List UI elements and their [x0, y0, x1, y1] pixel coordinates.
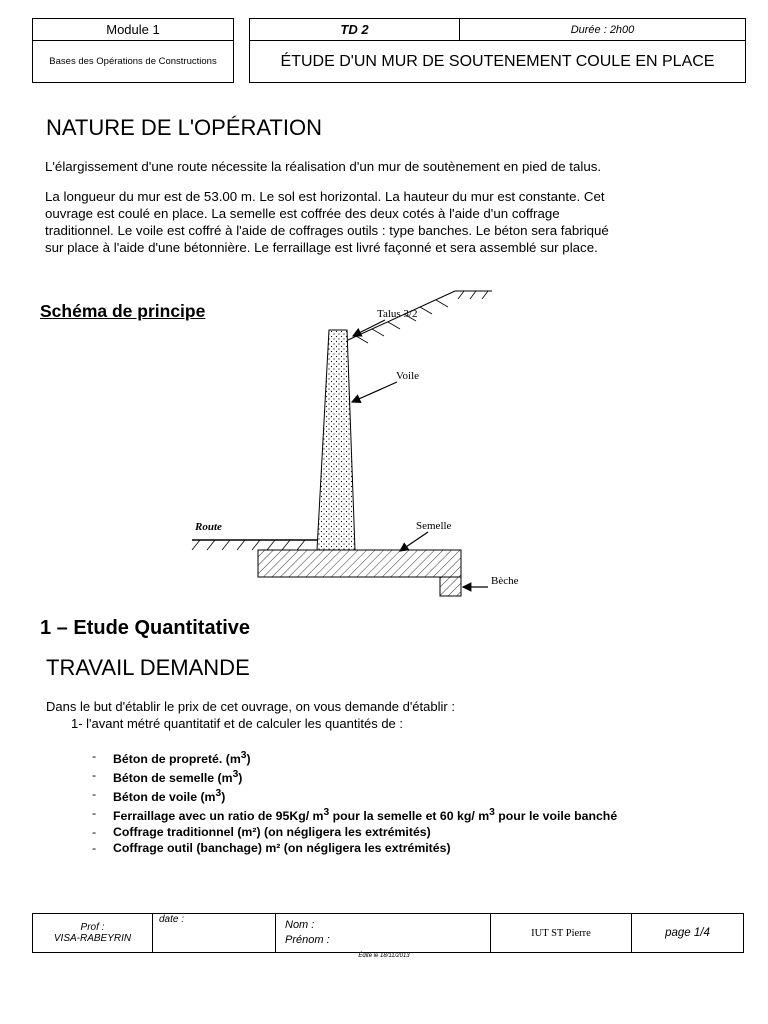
- list-item: - Béton de semelle $(m^3)$: [92, 767, 617, 786]
- prof-cell: [33, 914, 153, 952]
- nature-para2-line: traditionnel. Le voile est coffré à l'aide de coffrages outils : type banches. Le béton sera fabriqué: [45, 223, 609, 238]
- nature-para2-line: ouvrage est coulé en place. La semelle est coffrée des deux cotés à l'aide d'un coffrage: [45, 206, 560, 221]
- retaining-wall-diagram: [0, 280, 768, 610]
- etude-item1: 1- l'avant métré quantitatif et de calculer les quantités de :: [71, 716, 404, 731]
- prenom-label: Prénom :: [285, 934, 330, 946]
- prof-name: VISA-RABEYRIN: [53, 933, 132, 944]
- date-label: date :: [159, 914, 185, 925]
- route-ground: [192, 540, 317, 550]
- nature-heading: NATURE DE L'OPÉRATION: [46, 115, 322, 140]
- footer-table: [32, 913, 744, 953]
- travail-heading: TRAVAIL DEMANDE: [46, 655, 250, 680]
- voile-label: Voile: [396, 370, 420, 382]
- name-cell: [276, 914, 491, 952]
- list-item: - Coffrage traditionnel (m²) (on négligera les extrémités): [92, 824, 617, 840]
- list-item: - Béton de propreté. $(m^3)$: [92, 748, 617, 767]
- voile-arrow: [352, 382, 397, 402]
- header-left-box: [32, 18, 234, 83]
- td-label: TD 2: [250, 19, 460, 41]
- module-label: Module 1: [33, 19, 233, 41]
- nature-para2: [45, 188, 715, 256]
- list-item: - Ferraillage avec un ratio de 95Kg/ $m^3$ pour la semelle et 60 kg/ $m^3$ pour le voile banché: [92, 805, 617, 824]
- header-right-box: [249, 18, 746, 83]
- etude-heading: 1 – Etude Quantitative: [40, 617, 251, 639]
- list-item: - Béton de voile $(m^3)$: [92, 786, 617, 805]
- schema-heading: Schéma de principe: [40, 301, 206, 321]
- subject-label: Bases des Opérations de Constructions: [49, 56, 217, 67]
- route-label: Route: [195, 521, 222, 533]
- prof-label: Prof :: [80, 922, 105, 933]
- list-item: - Coffrage outil (banchage) m² (on négligera les extrémités): [92, 840, 617, 856]
- beche-key: [440, 577, 461, 596]
- quantities-list: [92, 748, 617, 856]
- page-number: page 1/4: [665, 927, 710, 939]
- voile-wall: [317, 330, 355, 550]
- nature-para2-line: La longueur du mur est de 53.00 m. Le sol est horizontal. La hauteur du mur est constante. Cet: [45, 189, 605, 204]
- nature-para2-line: sur place à l'aide d'une bétonnière. Le ferraillage est livré façonné et sera assemblé sur place.: [45, 240, 598, 255]
- beche-label: Bèche: [491, 575, 519, 587]
- nature-para1: L'élargissement d'une route nécessite la réalisation d'un mur de soutènement en pied de talus.: [45, 159, 602, 174]
- doc-title: ÉTUDE D'UN MUR DE SOUTENEMENT COULE EN PLACE: [280, 52, 715, 70]
- date-cell: [153, 914, 276, 952]
- school-cell: IUT ST Pierre: [491, 914, 632, 952]
- semelle-arrow: [400, 532, 428, 551]
- edited-date: Édité le 18/11/2013: [358, 953, 410, 959]
- semelle-footing: [258, 550, 461, 577]
- duration-label: Durée : 2h00: [460, 19, 745, 41]
- nom-label: Nom :: [285, 919, 315, 931]
- talus-slope: [348, 291, 492, 343]
- etude-intro: Dans le but d'établir le prix de cet ouvrage, on vous demande d'établir :: [46, 699, 455, 714]
- semelle-label: Semelle: [416, 520, 452, 532]
- talus-label: Talus 3/2: [377, 308, 418, 320]
